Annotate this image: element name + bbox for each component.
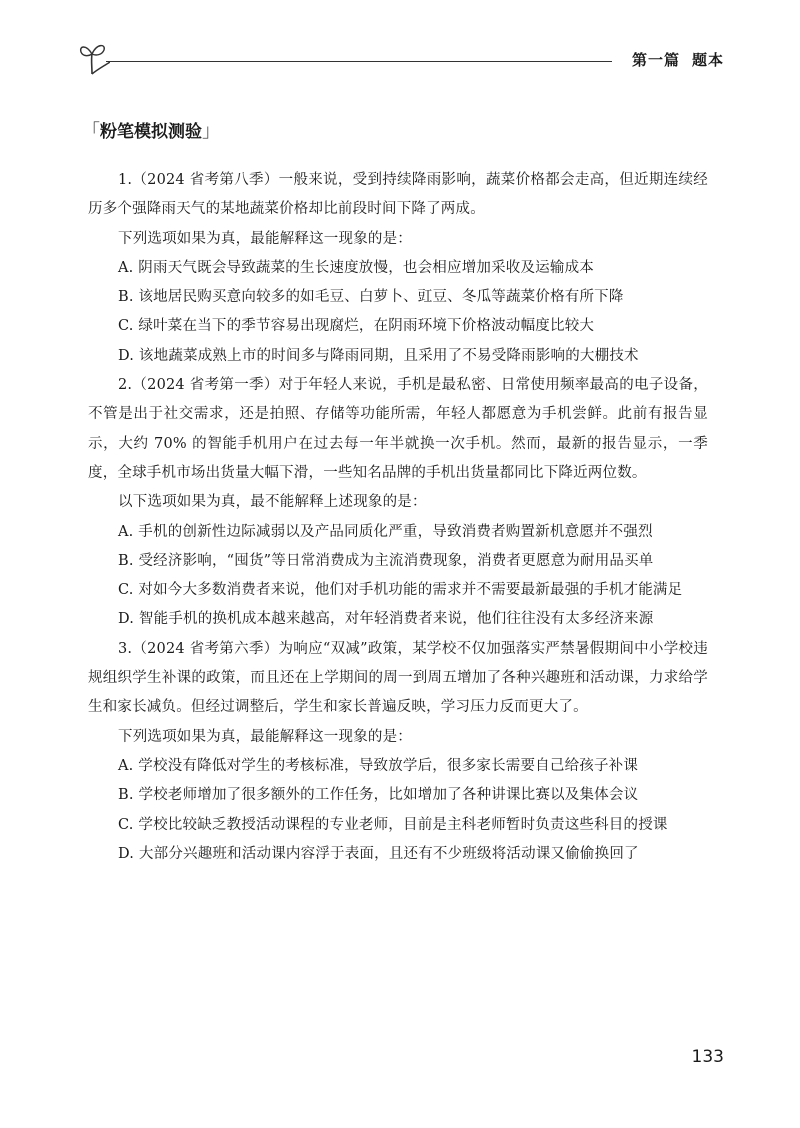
option-b: B. 学校老师增加了很多额外的工作任务，比如增加了各种讲课比赛以及集体会议 — [118, 787, 639, 804]
header-title — [632, 49, 724, 70]
option-d: D. 大部分兴趣班和活动课内容浮于表面，且还有不少班级将活动课又偷偷换回了 — [118, 845, 639, 862]
question-stem: 2.（2024 省考第一季）对于年轻人来说，手机是最私密、日常使用频率最高的电子设备，不管是出于社交需求，还是拍照、存储等功能所需，年轻人都愿意为手机尝鲜。此前有报告显示，大约 70% 的智能手机用户在过去每一年半就换一次手机。然而，最新的报告显示，一季度，全球手机市场出货量大幅下滑，一些知名品牌的手机出货量都同比下降近两位数。 — [88, 377, 708, 481]
option-c: C. 学校比较缺乏教授活动课程的专业老师，目前是主科老师暂时负责这些科目的授课 — [118, 816, 668, 833]
option-a: A. 学校没有降低对学生的考核标准，导致放学后，很多家长需要自己给孩子补课 — [118, 757, 639, 774]
option-d: D. 该地蔬菜成熟上市的时间多与降雨同期，且采用了不易受降雨影响的大棚技术 — [118, 347, 639, 364]
option-c: C. 对如今大多数消费者来说，他们对手机功能的需求并不需要最新最强的手机才能满足 — [118, 582, 683, 599]
option-a: A. 手机的创新性边际减弱以及产品同质化严重，导致消费者购置新机意愿并不强烈 — [118, 523, 653, 540]
option-b: B. 受经济影响，“囤货”等日常消费成为主流消费现象，消费者更愿意为耐用品买单 — [118, 552, 654, 569]
option-d: D. 智能手机的换机成本越来越高，对年轻消费者来说，他们往往没有太多经济来源 — [118, 611, 654, 628]
header-rule — [106, 61, 612, 62]
question-prompt: 下列选项如果为真，最能解释这一现象的是： — [118, 230, 412, 247]
option-c: C. 绿叶菜在当下的季节容易出现腐烂，在阴雨环境下价格波动幅度比较大 — [118, 318, 595, 335]
question-list — [88, 166, 708, 869]
question-stem: 1.（2024 省考第八季）一般来说，受到持续降雨影响，蔬菜价格都会走高，但近期连续经历多个强降雨天气的某地蔬菜价格却比前段时间下降了两成。 — [88, 172, 708, 218]
question-prompt: 以下选项如果为真，最不能解释上述现象的是： — [118, 494, 427, 511]
question-2 — [88, 371, 708, 635]
heading-close-bracket: 」 — [202, 121, 220, 142]
heading-text: 粉笔模拟测验 — [100, 122, 202, 142]
option-a: A. 阴雨天气既会导致蔬菜的生长速度放慢，也会相应增加采收及运输成本 — [118, 259, 594, 276]
header-subtitle: 题本 — [691, 51, 724, 69]
section-heading — [82, 117, 220, 143]
question-stem: 3.（2024 省考第六季）为响应“双减”政策，某学校不仅加强落实严禁暑假期间中小学校违规组织学生补课的政策，而且还在上学期间的周一到周五增加了各种兴趣班和活动课，力求给学生和家长减负。但经过调整后，学生和家长普遍反映，学习压力反而更大了。 — [88, 640, 708, 716]
option-b: B. 该地居民购买意向较多的如毛豆、白萝卜、豇豆、冬瓜等蔬菜价格有所下降 — [118, 289, 624, 306]
page-header — [76, 36, 724, 76]
question-prompt: 下列选项如果为真，最能解释这一现象的是： — [118, 728, 412, 745]
question-1 — [88, 166, 708, 371]
question-3 — [88, 635, 708, 869]
page-number: 133 — [691, 1047, 724, 1067]
header-section: 第一篇 — [631, 51, 680, 69]
sprout-icon — [76, 36, 110, 76]
heading-open-bracket: 「 — [82, 121, 100, 142]
